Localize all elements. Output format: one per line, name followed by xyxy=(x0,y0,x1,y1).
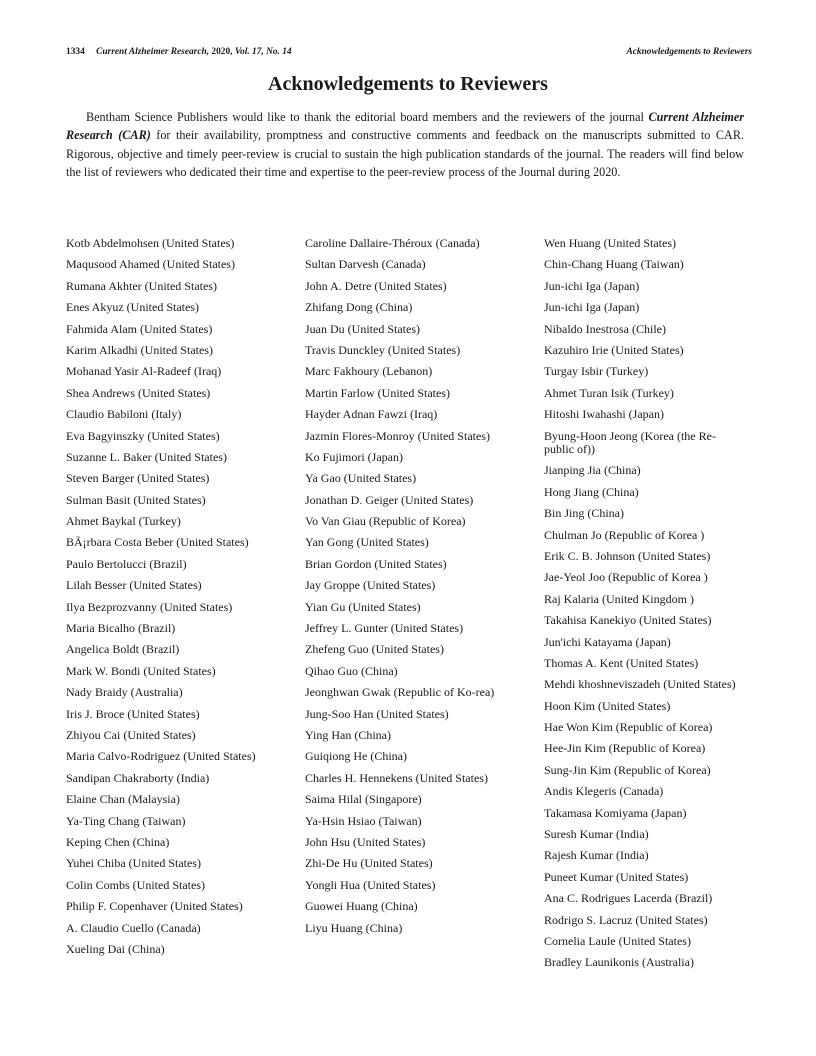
reviewer-entry: Chulman Jo (Republic of Korea ) xyxy=(544,527,705,542)
reviewer-entry: Jianping Jia (China) xyxy=(544,463,641,478)
reviewer-entry: Zhifang Dong (China) xyxy=(305,300,413,315)
reviewer-entry: Liyu Huang (China) xyxy=(305,920,403,935)
reviewer-entry: Shea Andrews (United States) xyxy=(66,385,211,400)
reviewer-entry: Kotb Abdelmohsen (United States) xyxy=(66,236,235,250)
reviewer-entry: Caroline Dallaire-Théroux (Canada) xyxy=(305,236,480,250)
reviewer-entry: Wen Huang (United States) xyxy=(544,236,676,250)
reviewer-entry: Steven Barger (United States) xyxy=(66,471,210,486)
reviewer-entry: Maria Bicalho (Brazil) xyxy=(66,621,176,636)
page-number: 1334 xyxy=(66,47,85,57)
reviewer-entry: Jay Groppe (United States) xyxy=(305,578,436,593)
reviewer-entry: Bradley Launikonis (Australia) xyxy=(544,955,694,970)
journal-year: 2020, xyxy=(209,47,235,57)
reviewer-entry: Turgay Isbir (Turkey) xyxy=(544,364,649,379)
reviewer-column-1 xyxy=(66,237,266,964)
reviewer-entry: Jung-Soo Han (United States) xyxy=(305,706,449,721)
reviewer-entry: Byung-Hoon Jeong (Korea (the Re-public of)) xyxy=(544,428,716,457)
reviewer-entry: Fahmida Alam (United States) xyxy=(66,321,213,336)
volume-issue: Vol. 17, No. 14 xyxy=(234,47,292,57)
page-title: Acknowledgements to Reviewers xyxy=(268,73,548,95)
reviewer-entry: Brian Gordon (United States) xyxy=(305,556,447,571)
reviewer-entry: Hee-Jin Kim (Republic of Korea) xyxy=(544,741,706,756)
reviewer-entry: Angelica Boldt (Brazil) xyxy=(66,642,180,657)
reviewer-entry: Travis Dunckley (United States) xyxy=(305,342,461,357)
reviewer-entry: Rajesh Kumar (India) xyxy=(544,848,649,863)
reviewer-entry: Marc Fakhoury (Lebanon) xyxy=(305,364,433,379)
reviewer-entry: Ilya Bezprozvanny (United States) xyxy=(66,599,233,614)
reviewer-entry: Hoon Kim (United States) xyxy=(544,698,671,713)
reviewer-entry: Enes Akyuz (United States) xyxy=(66,300,199,315)
reviewer-entry: A. Claudio Cuello (Canada) xyxy=(66,920,201,935)
reviewer-entry: Lilah Besser (United States) xyxy=(66,578,202,593)
reviewer-entry: Ying Han (China) xyxy=(305,727,391,742)
reviewer-entry: Sandipan Chakraborty (India) xyxy=(66,770,210,785)
reviewer-entry: Yian Gu (United States) xyxy=(305,599,421,614)
reviewer-entry: Hae Won Kim (Republic of Korea) xyxy=(544,720,713,735)
reviewer-entry: John A. Detre (United States) xyxy=(305,278,447,293)
reviewer-entry: Nibaldo Inestrosa (Chile) xyxy=(544,321,666,336)
intro-text-before: Bentham Science Publishers would like to thank the editorial board members and the reviewers of the journal xyxy=(86,110,649,124)
reviewer-entry: Philip F. Copenhaver (United States) xyxy=(66,899,243,914)
reviewer-entry: BÃ¡rbara Costa Beber (United States) xyxy=(66,535,249,550)
reviewer-entry: Bin Jing (China) xyxy=(544,506,624,521)
reviewer-entry: Raj Kalaria (United Kingdom ) xyxy=(544,591,694,606)
reviewer-entry: Yan Gong (United States) xyxy=(305,535,429,550)
reviewer-entry: Zhiyou Cai (United States) xyxy=(66,727,196,742)
reviewer-entry: Ahmet Baykal (Turkey) xyxy=(66,514,181,529)
reviewer-entry: Sung-Jin Kim (Republic of Korea) xyxy=(544,762,711,777)
reviewer-entry: Xueling Dai (China) xyxy=(66,941,165,956)
reviewer-entry: Puneet Kumar (United States) xyxy=(544,869,689,884)
reviewer-entry: Suresh Kumar (India) xyxy=(544,827,649,842)
intro-paragraph xyxy=(66,108,744,182)
reviewer-entry: Rodrigo S. Lacruz (United States) xyxy=(544,912,708,927)
running-head xyxy=(66,47,752,61)
reviewer-entry: Erik C. B. Johnson (United States) xyxy=(544,548,711,563)
reviewer-entry: Qihao Guo (China) xyxy=(305,663,398,678)
reviewer-entry: Yuhei Chiba (United States) xyxy=(66,856,201,871)
reviewer-entry: Martin Farlow (United States) xyxy=(305,385,450,400)
reviewer-entry: Ya Gao (United States) xyxy=(305,471,417,486)
reviewer-entry: Suzanne L. Baker (United States) xyxy=(66,449,227,464)
reviewer-entry: Karim Alkadhi (United States) xyxy=(66,342,213,357)
reviewer-entry: Claudio Babiloni (Italy) xyxy=(66,407,182,422)
reviewer-column-2 xyxy=(305,237,505,943)
reviewer-entry: Maria Calvo-Rodriguez (United States) xyxy=(66,749,256,764)
reviewer-entry: Kazuhiro Irie (United States) xyxy=(544,342,684,357)
reviewer-entry: Mohanad Yasir Al-Radeef (Iraq) xyxy=(66,364,222,379)
reviewer-entry: John Hsu (United States) xyxy=(305,834,426,849)
running-head-left xyxy=(66,47,292,57)
reviewer-entry: Jun-ichi Iga (Japan) xyxy=(544,300,640,315)
reviewer-entry: Sulman Basit (United States) xyxy=(66,492,206,507)
reviewer-entry: Keping Chen (China) xyxy=(66,834,170,849)
reviewer-entry: Jae-Yeol Joo (Republic of Korea ) xyxy=(544,570,708,585)
reviewer-entry: Ya-Hsin Hsiao (Taiwan) xyxy=(305,813,422,828)
reviewer-entry: Yongli Hua (United States) xyxy=(305,877,436,892)
reviewer-entry: Juan Du (United States) xyxy=(305,321,420,336)
intro-text-after: for their availability, promptness and constructive comments and feedback on the manuscripts submitted to CAR. Rigorous, objective and timely peer-review is crucial to sustain the high publication standards of the journal. The readers will find below the list of reviewers who dedicated their time and expertise to the peer-review process of the Journal during 2020. xyxy=(66,128,744,180)
reviewer-entry: Mark W. Bondi (United States) xyxy=(66,663,216,678)
intro-journal-name: Current Alzheimer Research (CAR) xyxy=(66,110,744,143)
journal-name: Current Alzheimer Research, xyxy=(96,47,210,57)
reviewer-entry: Ya-Ting Chang (Taiwan) xyxy=(66,813,186,828)
reviewer-entry: Andis Klegeris (Canada) xyxy=(544,784,664,799)
reviewer-entry: Ana C. Rodrigues Lacerda (Brazil) xyxy=(544,891,713,906)
reviewer-entry: Jun'ichi Katayama (Japan) xyxy=(544,634,671,649)
reviewer-entry: Nady Braidy (Australia) xyxy=(66,685,183,700)
reviewer-entry: Ahmet Turan Isik (Turkey) xyxy=(544,385,674,400)
reviewer-entry: Jeonghwan Gwak (Republic of Ko-rea) xyxy=(305,685,495,700)
reviewer-entry: Cornelia Laule (United States) xyxy=(544,934,691,948)
reviewer-entry: Thomas A. Kent (United States) xyxy=(544,655,699,670)
reviewer-entry: Takahisa Kanekiyo (United States) xyxy=(544,613,712,628)
reviewer-entry: Hong Jiang (China) xyxy=(544,484,639,499)
reviewer-entry: Elaine Chan (Malaysia) xyxy=(66,792,180,807)
reviewer-entry: Eva Bagyinszky (United States) xyxy=(66,428,220,443)
reviewer-entry: Zhefeng Guo (United States) xyxy=(305,642,444,657)
reviewer-entry: Sultan Darvesh (Canada) xyxy=(305,257,426,272)
reviewer-entry: Colin Combs (United States) xyxy=(66,877,205,892)
reviewer-column-3 xyxy=(544,237,744,978)
reviewer-entry: Ko Fujimori (Japan) xyxy=(305,449,403,464)
reviewer-entry: Guowei Huang (China) xyxy=(305,899,418,914)
reviewer-entry: Guiqiong He (China) xyxy=(305,749,407,764)
reviewer-entry: Jonathan D. Geiger (United States) xyxy=(305,492,474,507)
reviewer-entry: Jun-ichi Iga (Japan) xyxy=(544,278,640,293)
running-head-section: Acknowledgements to Reviewers xyxy=(626,47,752,57)
reviewer-entry: Saima Hilal (Singapore) xyxy=(305,792,422,807)
reviewer-entry: Charles H. Hennekens (United States) xyxy=(305,770,488,785)
reviewer-entry: Vo Van Giau (Republic of Korea) xyxy=(305,514,466,529)
reviewer-entry: Takamasa Komiyama (Japan) xyxy=(544,805,687,820)
reviewer-entry: Jeffrey L. Gunter (United States) xyxy=(305,621,464,636)
reviewer-entry: Maqusood Ahamed (United States) xyxy=(66,257,235,272)
reviewer-entry: Rumana Akhter (United States) xyxy=(66,278,217,293)
reviewer-entry: Paulo Bertolucci (Brazil) xyxy=(66,556,187,571)
reviewer-entry: Hitoshi Iwahashi (Japan) xyxy=(544,407,664,422)
reviewer-entry: Zhi-De Hu (United States) xyxy=(305,856,433,871)
reviewer-entry: Mehdi khoshneviszadeh (United States) xyxy=(544,677,736,692)
reviewer-entry: Jazmin Flores-Monroy (United States) xyxy=(305,428,490,443)
reviewer-entry: Iris J. Broce (United States) xyxy=(66,706,200,721)
reviewer-entry: Hayder Adnan Fawzi (Iraq) xyxy=(305,407,438,422)
reviewer-entry: Chin-Chang Huang (Taiwan) xyxy=(544,257,684,272)
